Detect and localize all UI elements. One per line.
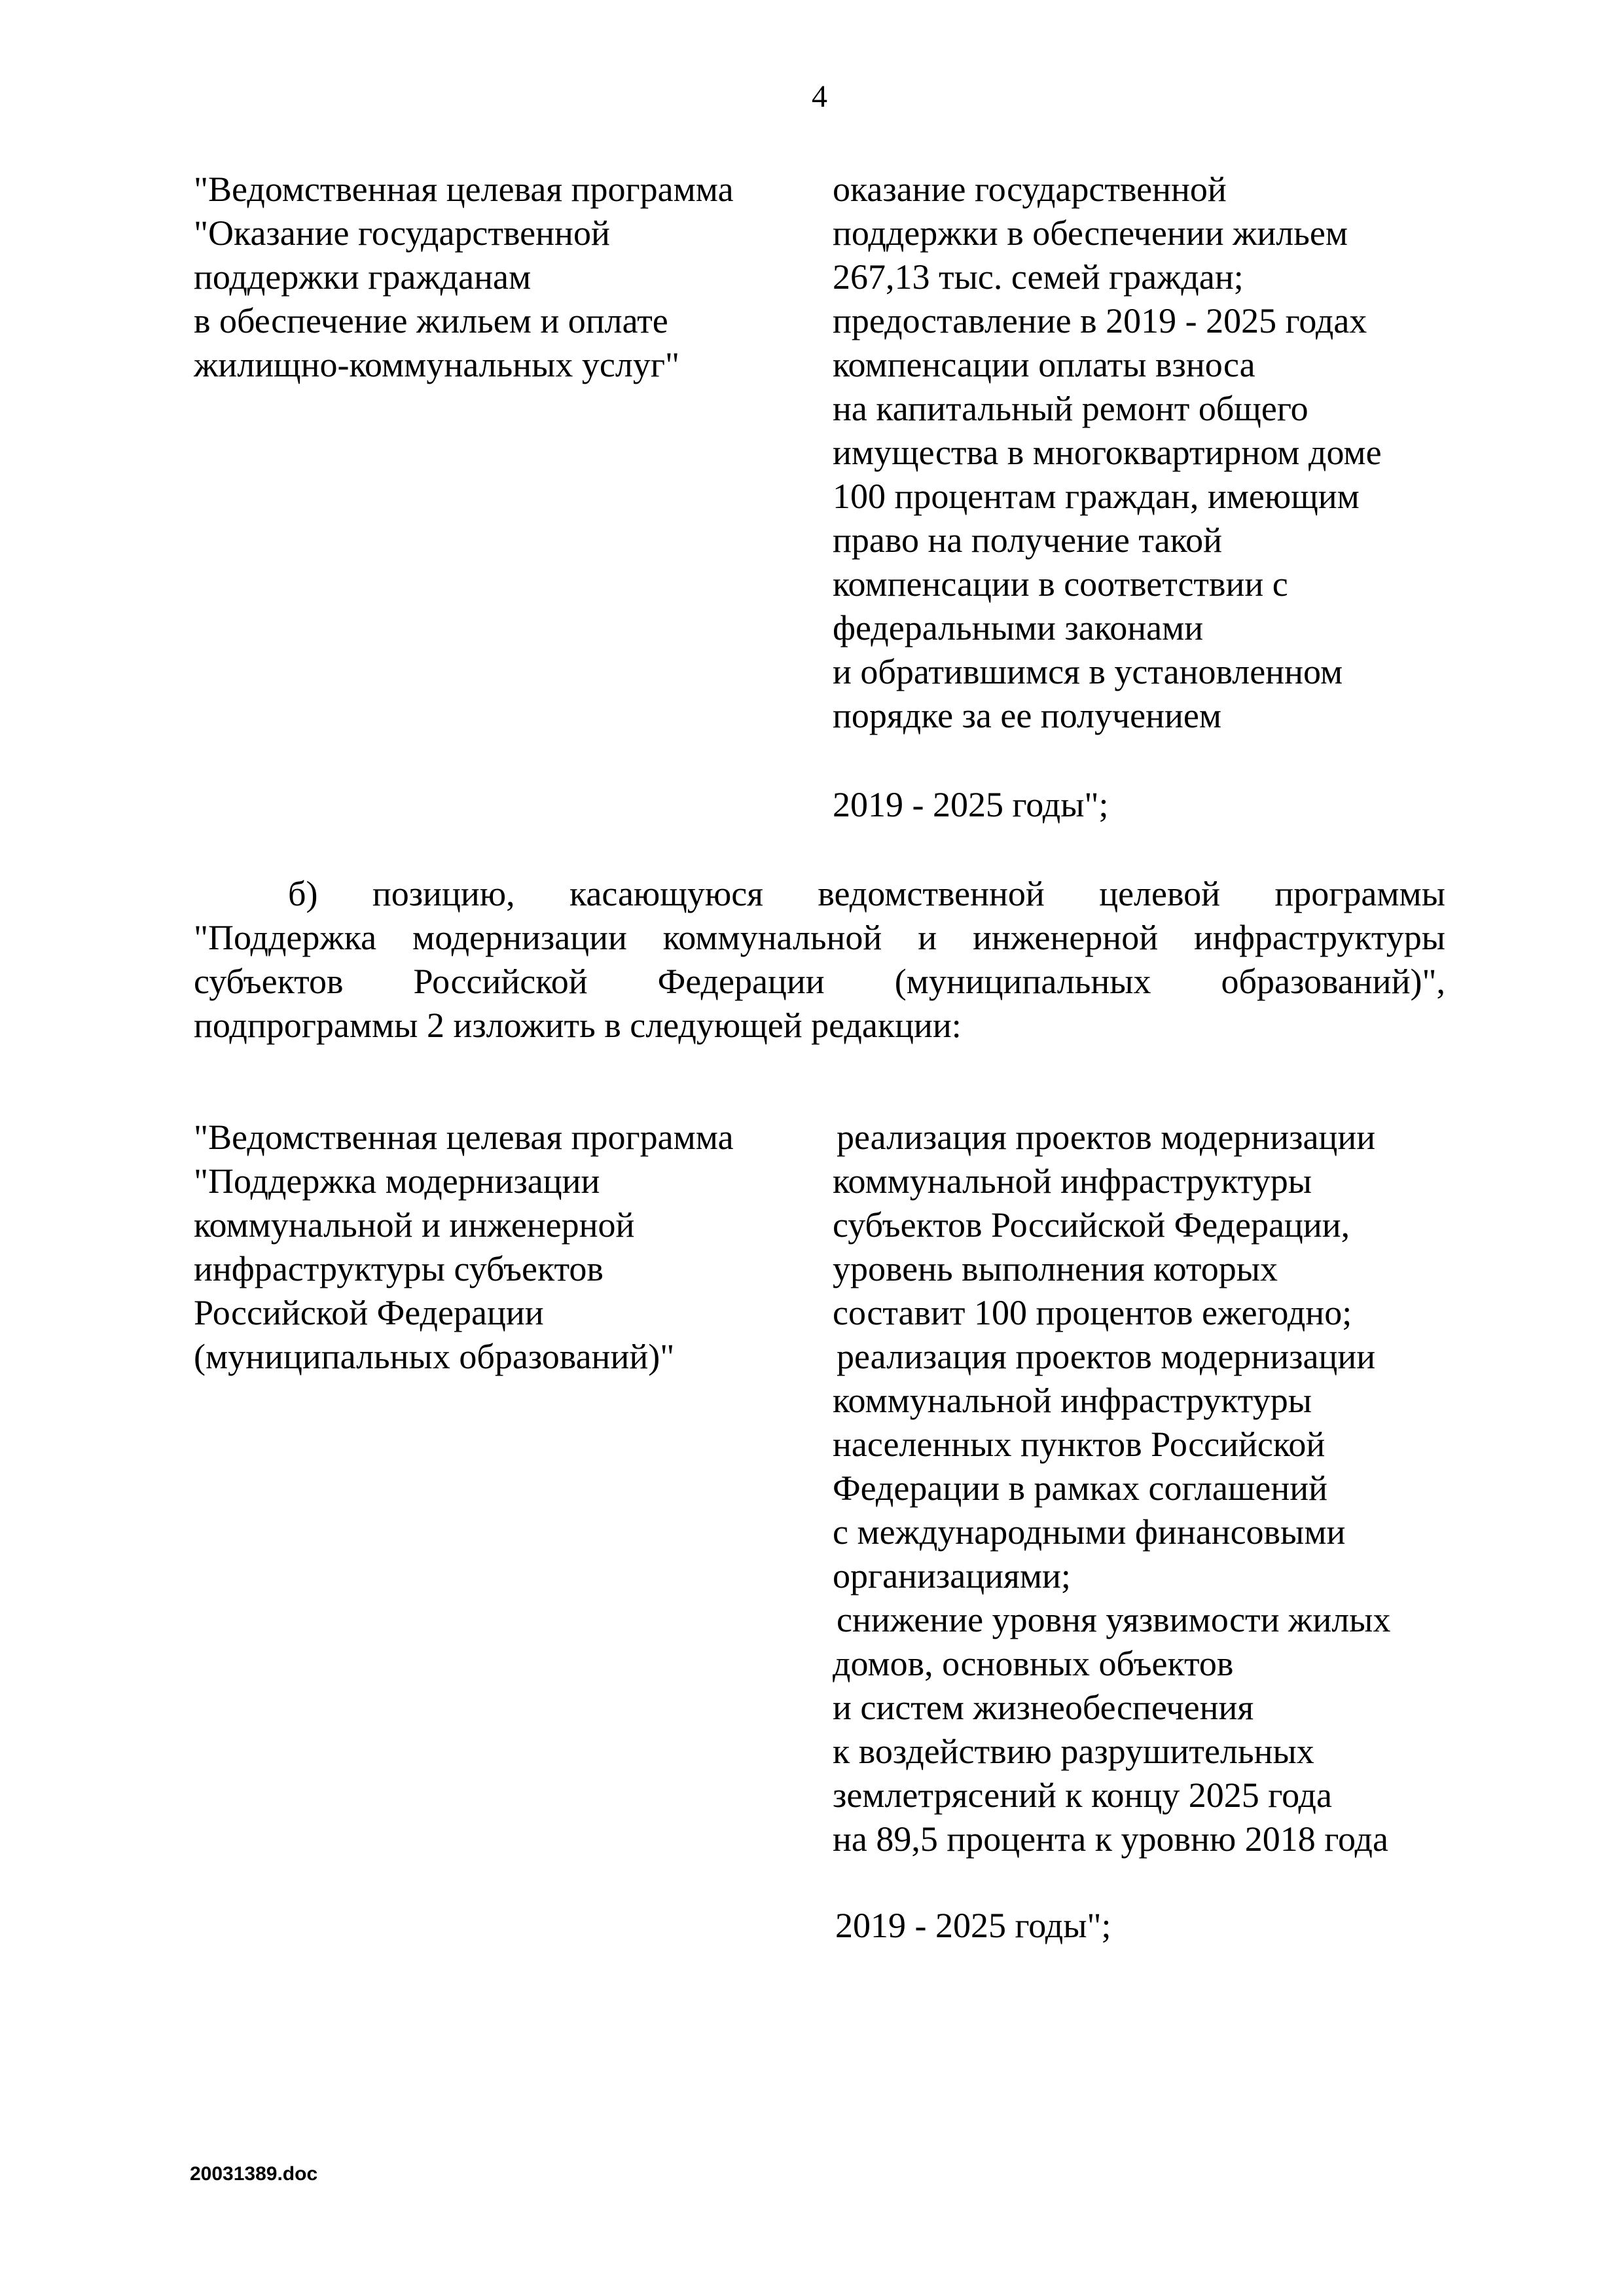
entry-1-result-line: федеральными законами (833, 608, 1204, 647)
entry-1-program-line: "Оказание государственной (194, 213, 610, 253)
entry-2-result-line: домов, основных объектов (833, 1644, 1234, 1683)
entry-1-result-line: право на получение такой (833, 520, 1223, 560)
entry-2-period: 2019 - 2025 годы"; (835, 1906, 1111, 1945)
entry-2-result-line: субъектов Российской Федерации, (833, 1205, 1350, 1245)
entry-1-program-line: в обеспечение жильем и оплате (194, 301, 668, 340)
entry-2-result-line: снижение уровня уязвимости жилых (837, 1600, 1391, 1639)
entry-1-result-line: на капитальный ремонт общего (833, 389, 1308, 428)
paragraph-b (194, 872, 1445, 1048)
entry-1-program-title (194, 168, 822, 387)
entry-1-result-line: 100 процентам граждан, имеющим (833, 477, 1360, 516)
entry-2-results (833, 1116, 1487, 1861)
entry-2-result-line: организациями; (833, 1556, 1071, 1595)
entry-2-program-line: "Ведомственная целевая программа (194, 1118, 734, 1157)
entry-2-result-line: на 89,5 процента к уровню 2018 года (833, 1819, 1388, 1859)
entry-2-program-line: (муниципальных образований)" (194, 1337, 675, 1376)
entry-2-program-title (194, 1116, 822, 1379)
entry-2-result-line: землетрясений к концу 2025 года (833, 1776, 1332, 1815)
entry-2-result-line: уровень выполнения которых (833, 1249, 1278, 1288)
entry-2-program-line: коммунальной и инженерной (194, 1205, 635, 1245)
entry-1-program-line: поддержки гражданам (194, 257, 532, 297)
entry-1-period: 2019 - 2025 годы"; (833, 785, 1109, 824)
entry-2-result-line: к воздействию разрушительных (833, 1732, 1314, 1771)
entry-2-result-line: с международными финансовыми (833, 1512, 1346, 1552)
entry-1-result-line: компенсации оплаты взноса (833, 345, 1255, 384)
entry-2-program-line: "Поддержка модернизации (194, 1161, 600, 1201)
entry-2-result-line: реализация проектов модернизации (837, 1118, 1376, 1157)
page-number: 4 (812, 79, 827, 114)
entry-1-result-line: оказание государственной (833, 170, 1227, 209)
entry-2-result-line: и систем жизнеобеспечения (833, 1688, 1254, 1727)
entry-1-result-line: 267,13 тыс. семей граждан; (833, 257, 1244, 297)
entry-2-program-line: Российской Федерации (194, 1293, 544, 1332)
entry-1-program-line: жилищно-коммунальных услуг" (194, 345, 680, 384)
entry-1-result-line: компенсации в соответствии с (833, 564, 1288, 604)
entry-1-results (833, 168, 1487, 738)
entry-2-result-line: населенных пунктов Российской (833, 1425, 1326, 1464)
entry-1-result-line: и обратившимся в установленном (833, 652, 1343, 691)
paragraph-b-line: "Поддержка модернизации коммунальной и инженерной инфраструктуры (194, 918, 1445, 957)
paragraph-b-line: подпрограммы 2 изложить в следующей редакции: (194, 1006, 962, 1045)
entry-1-result-line: порядке за ее получением (833, 696, 1221, 735)
entry-2-result-line: коммунальной инфраструктуры (833, 1381, 1312, 1420)
entry-1-result-line: имущества в многоквартирном доме (833, 433, 1382, 472)
entry-2-program-line: инфраструктуры субъектов (194, 1249, 604, 1288)
paragraph-b-line: субъектов Российской Федерации (муниципальных образований)", (194, 962, 1445, 1001)
paragraph-b-line: б) позицию, касающуюся ведомственной целевой программы (288, 874, 1445, 913)
document-code: 20031389.doc (190, 2163, 318, 2185)
entry-2-result-line: коммунальной инфраструктуры (833, 1161, 1312, 1201)
entry-2-result-line: Федерации в рамках соглашений (833, 1468, 1328, 1508)
entry-1-result-line: поддержки в обеспечении жильем (833, 213, 1348, 253)
entry-1-result-line: предоставление в 2019 - 2025 годах (833, 301, 1367, 340)
entry-1-program-line: "Ведомственная целевая программа (194, 170, 734, 209)
entry-2-result-line: составит 100 процентов ежегодно; (833, 1293, 1352, 1332)
entry-2-result-line: реализация проектов модернизации (837, 1337, 1376, 1376)
